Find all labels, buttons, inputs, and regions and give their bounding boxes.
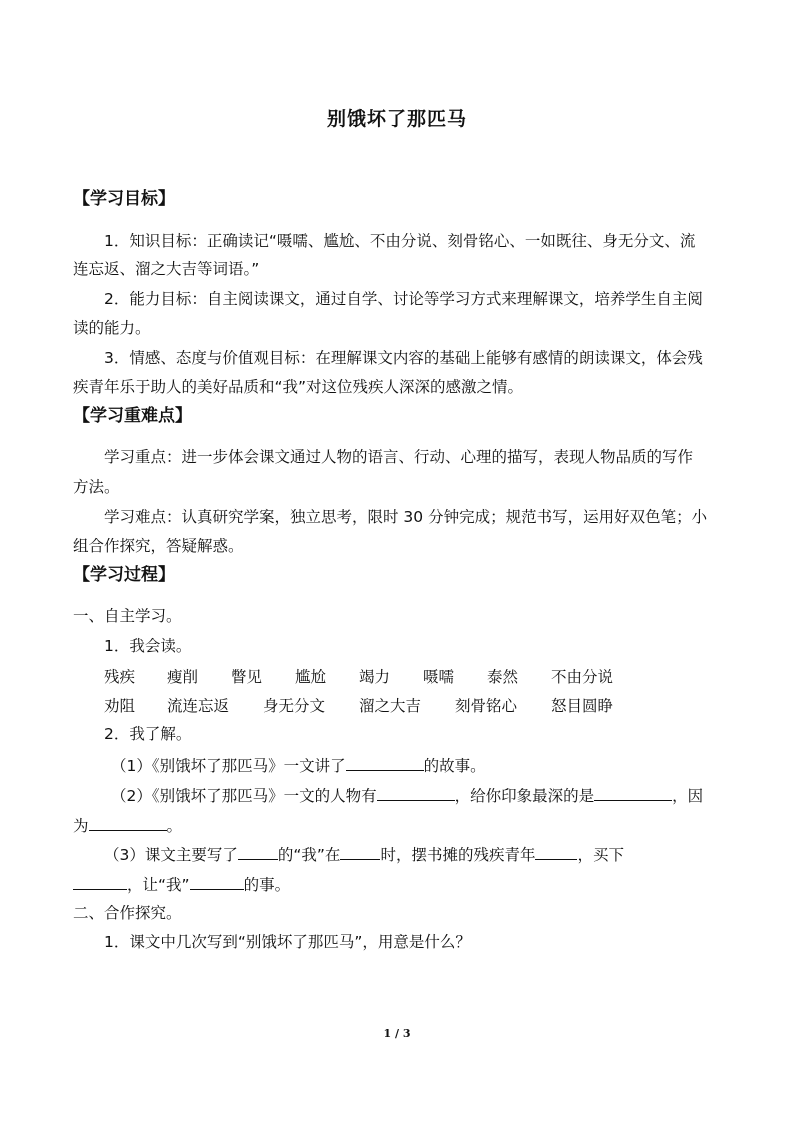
answer-blank[interactable] xyxy=(594,784,672,801)
word-item: 身无分文 xyxy=(263,697,326,715)
answer-blank[interactable] xyxy=(535,843,577,860)
word-item: 刻骨铭心 xyxy=(455,697,518,715)
question-2-2 xyxy=(111,784,703,806)
question-text: 的事。 xyxy=(243,876,291,894)
question-text: ，因 xyxy=(672,787,704,805)
question-text: 为 xyxy=(73,817,89,835)
question-2-1 xyxy=(111,754,486,776)
question-text: （2）《别饿坏了那匹马》一文的人物有 xyxy=(111,787,377,805)
question-2-3 xyxy=(104,843,624,865)
goal-3-line-1: 3．情感、态度与价值观目标：在理解课文内容的基础上能够有感情的朗读课文，体会残 xyxy=(104,349,703,367)
answer-blank[interactable] xyxy=(190,873,244,890)
question-text: ，给你印象最深的是 xyxy=(454,787,595,805)
question-text: 的故事。 xyxy=(423,757,486,775)
question-text: 。 xyxy=(166,817,183,835)
word-item: 劝阻 xyxy=(104,697,136,715)
question-2-label: 2．我了解。 xyxy=(104,725,192,743)
question-text: ，买下 xyxy=(577,846,624,864)
word-item: 嗫嚅 xyxy=(423,668,455,686)
answer-blank[interactable] xyxy=(238,843,278,860)
question-text: （1）《别饿坏了那匹马》一文讲了 xyxy=(111,757,346,775)
goal-1-line-2: 连忘返、溜之大吉等词语。” xyxy=(73,260,260,278)
section-heading-goals: 【学习目标】 xyxy=(73,189,175,209)
goal-2-line-1: 2．能力目标：自主阅读课文，通过自学、讨论等学习方式来理解课文，培养学生自主阅 xyxy=(104,290,703,308)
goal-3-line-2: 疾青年乐于助人的美好品质和“我”对这位残疾人深深的感激之情。 xyxy=(73,378,524,396)
answer-blank[interactable] xyxy=(73,873,127,890)
question-text: 的“我”在 xyxy=(277,846,341,864)
question-2-3-continued xyxy=(73,873,290,895)
part-2-question-1: 1．课文中几次写到“别饿坏了那匹马”，用意是什么？ xyxy=(104,933,471,951)
answer-blank[interactable] xyxy=(346,754,424,771)
word-item: 溜之大吉 xyxy=(359,697,422,715)
question-text: 时，摆书摊的残疾青年 xyxy=(380,846,536,864)
key-point-line-2: 方法。 xyxy=(73,478,120,496)
part-1-heading: 一、自主学习。 xyxy=(73,607,182,625)
word-item: 残疾 xyxy=(104,668,136,686)
answer-blank[interactable] xyxy=(340,843,380,860)
goal-2-line-2: 读的能力。 xyxy=(73,319,151,337)
question-2-2-continued xyxy=(73,814,182,836)
question-1-label: 1．我会读。 xyxy=(104,637,192,655)
word-item: 不由分说 xyxy=(551,668,614,686)
word-item: 怒目圆睁 xyxy=(551,697,614,715)
part-2-heading: 二、合作探究。 xyxy=(73,904,182,922)
key-point-line-1: 学习重点：进一步体会课文通过人物的语言、行动、心理的描写，表现人物品质的写作 xyxy=(104,448,694,466)
word-list-row-1 xyxy=(104,665,664,685)
answer-blank[interactable] xyxy=(377,784,455,801)
document-title: 别饿坏了那匹马 xyxy=(326,108,467,130)
word-list-row-2 xyxy=(104,694,664,714)
word-item: 瘦削 xyxy=(167,668,199,686)
word-item: 泰然 xyxy=(487,668,519,686)
section-heading-key-points: 【学习重难点】 xyxy=(73,406,192,426)
goal-1-line-1: 1．知识目标：正确读记“嗫嚅、尴尬、不由分说、刻骨铭心、一如既往、身无分文、流 xyxy=(104,232,696,250)
word-item: 流连忘返 xyxy=(167,697,230,715)
word-item: 竭力 xyxy=(359,668,391,686)
difficulty-line-2: 组合作探究，答疑解惑。 xyxy=(73,537,244,555)
answer-blank[interactable] xyxy=(89,814,167,831)
difficulty-line-1: 学习难点：认真研究学案，独立思考，限时 30 分钟完成；规范书写，运用好双色笔；小 xyxy=(104,508,708,526)
word-item: 瞥见 xyxy=(231,668,263,686)
section-heading-process: 【学习过程】 xyxy=(73,565,175,585)
page-number: 1 / 3 xyxy=(383,1027,411,1040)
question-text: （3）课文主要写了 xyxy=(104,846,238,864)
question-text: ，让“我” xyxy=(127,876,190,894)
word-item: 尴尬 xyxy=(295,668,327,686)
